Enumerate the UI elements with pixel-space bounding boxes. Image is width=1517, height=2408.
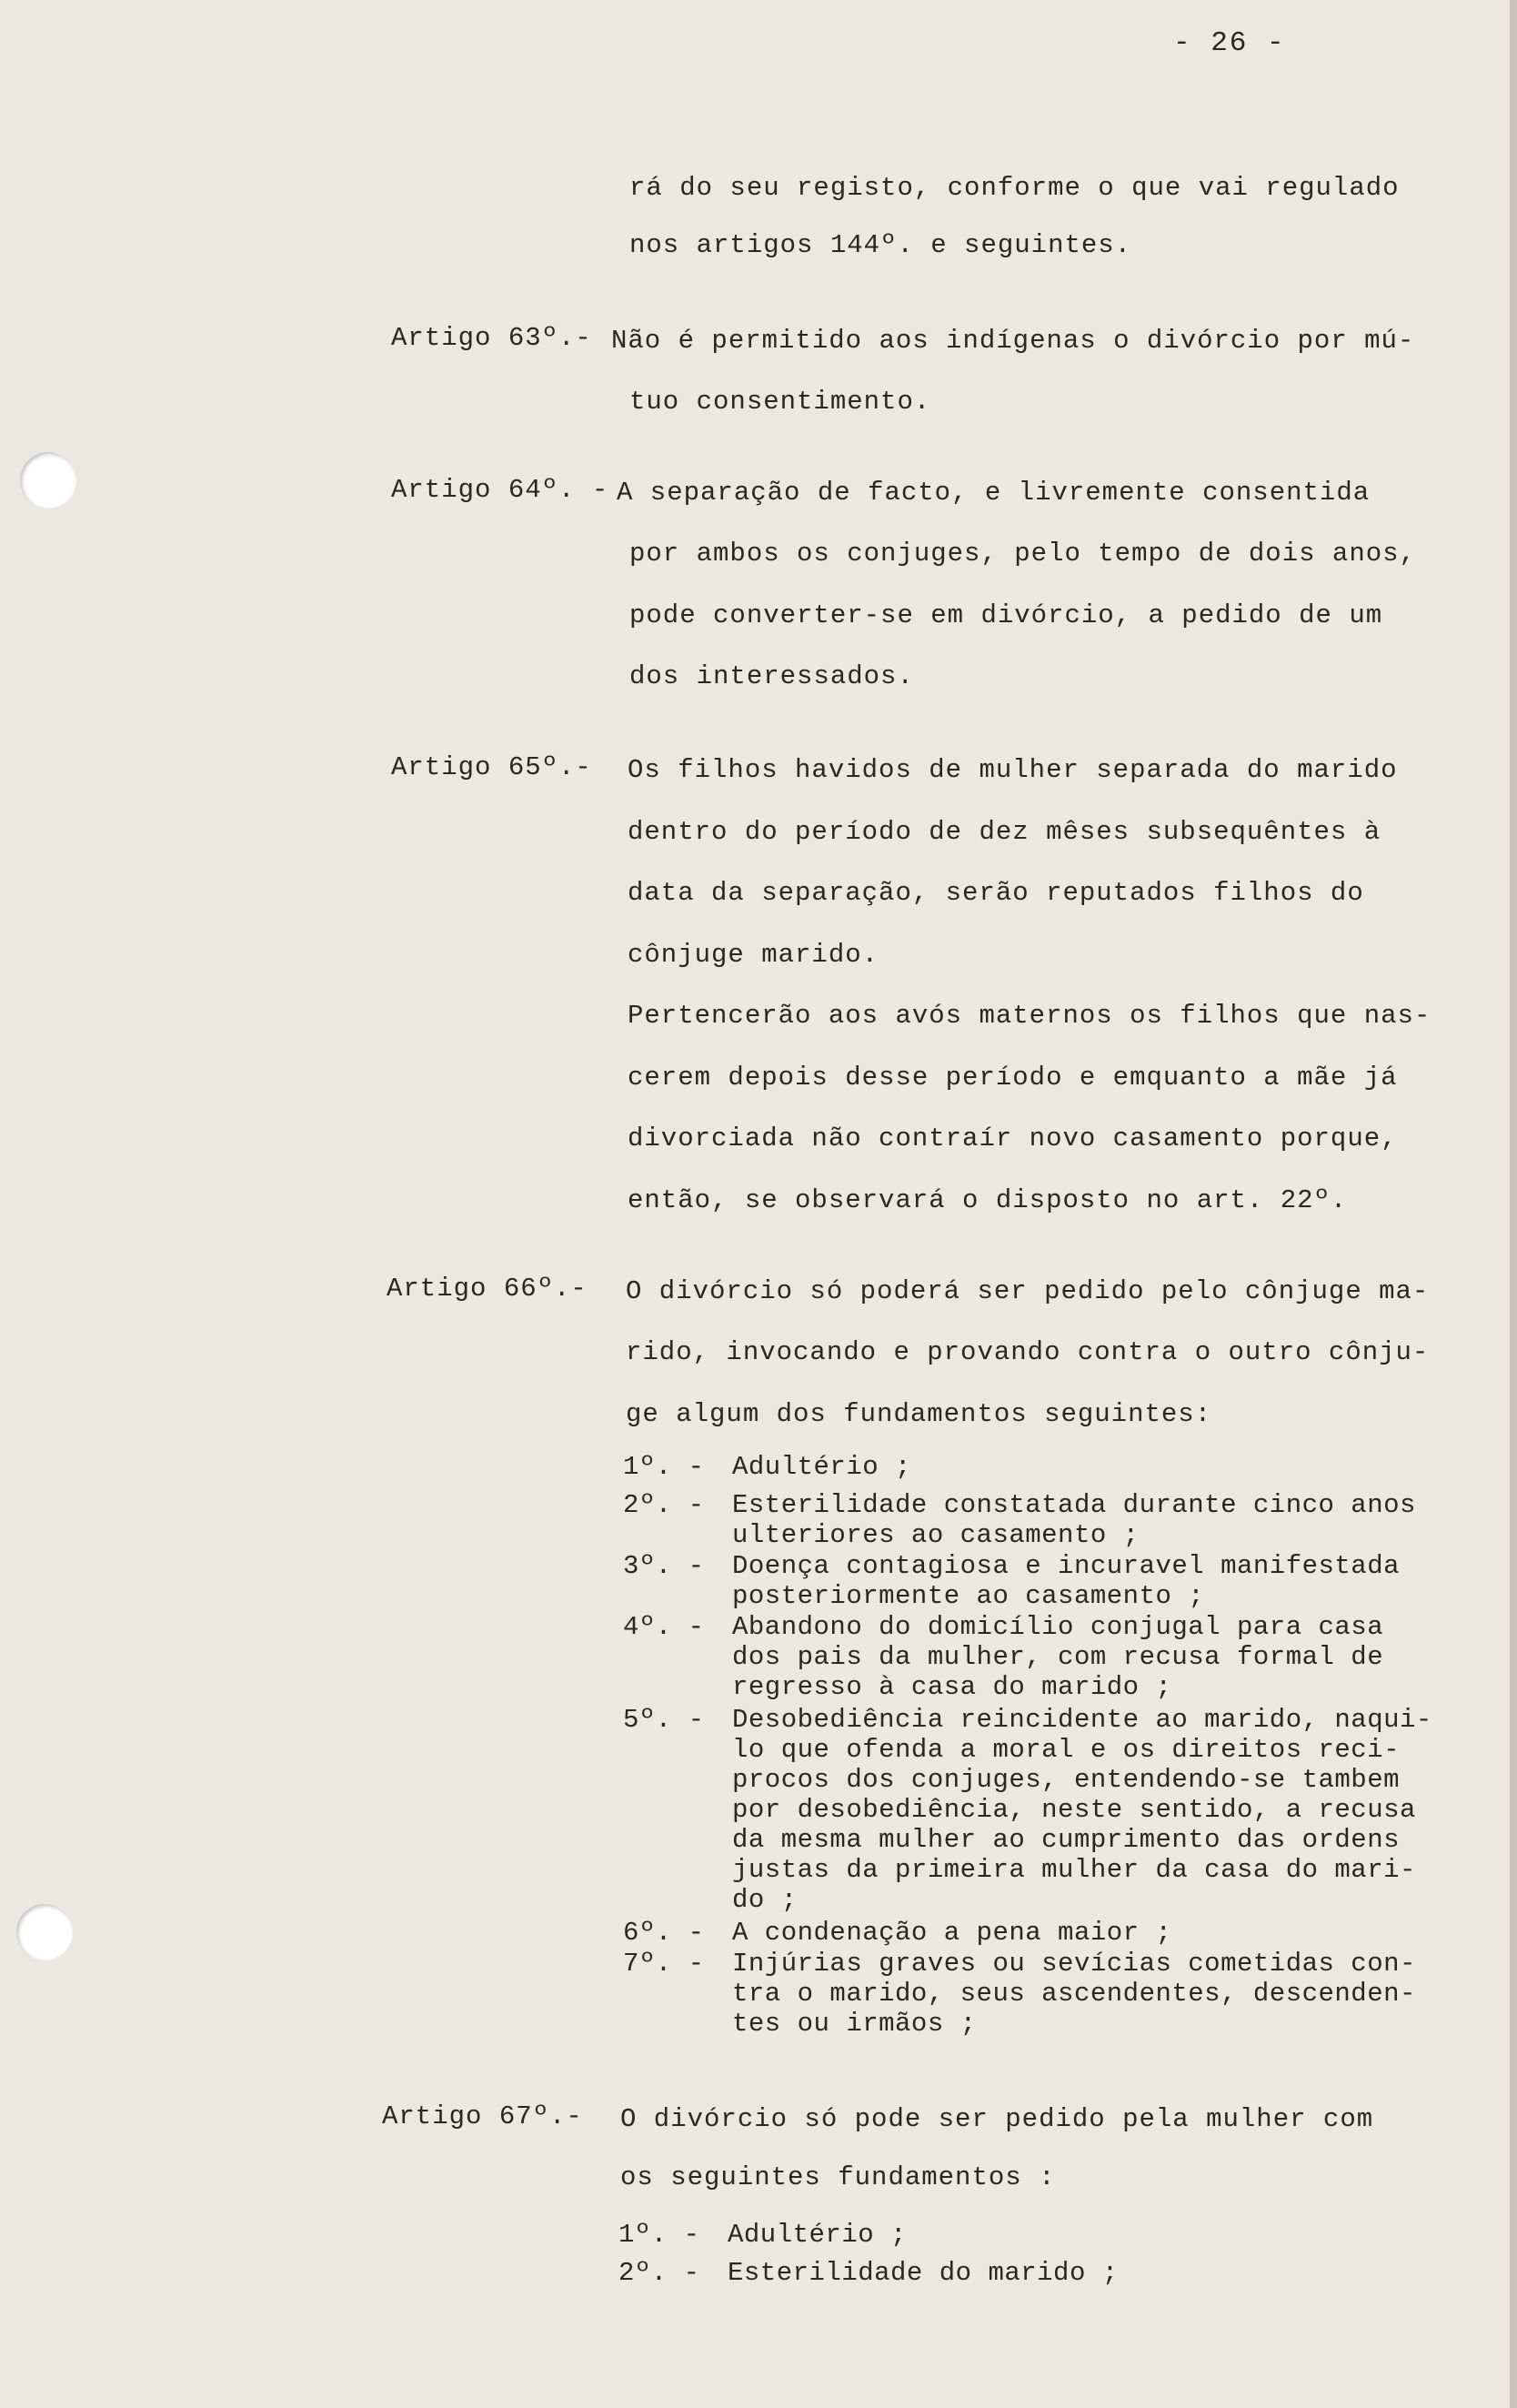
item-line: Injúrias graves ou sevícias cometidas con- xyxy=(732,1949,1416,1979)
text-line: cerem depois desse período e emquanto a mãe já xyxy=(628,1063,1398,1093)
item-line: Esterilidade constatada durante cinco anos xyxy=(732,1490,1416,1520)
text-line: pode converter-se em divórcio, a pedido de um xyxy=(629,600,1383,630)
item-line: A condenação a pena maior ; xyxy=(732,1918,1172,1948)
item-line: da mesma mulher ao cumprimento das ordens xyxy=(732,1825,1401,1855)
item-line: por desobediência, neste sentido, a recusa xyxy=(732,1795,1416,1825)
item-number: 7º. - xyxy=(623,1949,705,1979)
text-line: dentro do período de dez mêses subsequêntes à xyxy=(628,817,1381,847)
text-line: cônjuge marido. xyxy=(628,940,879,970)
page-number: - 26 - xyxy=(1173,27,1286,59)
item-line: tes ou irmãos ; xyxy=(732,2009,977,2039)
text-line: rido, invocando e provando contra o outro cônju- xyxy=(626,1337,1430,1367)
article-label: Artigo 67º.- xyxy=(382,2101,583,2131)
text-line: os seguintes fundamentos : xyxy=(620,2162,1056,2192)
item-number: 6º. - xyxy=(623,1918,705,1948)
article-label: Artigo 65º.- xyxy=(391,752,592,782)
text-line: rá do seu registo, conforme o que vai regulado xyxy=(629,173,1400,203)
text-line: dos interessados. xyxy=(629,661,914,691)
item-number: 1º. - xyxy=(623,1452,705,1482)
item-line: Adultério ; xyxy=(732,1452,911,1482)
item-line: regresso à casa do marido ; xyxy=(732,1672,1172,1702)
item-line: lo que ofenda a moral e os direitos reci- xyxy=(732,1735,1401,1765)
item-number: 2º. - xyxy=(623,1490,705,1520)
item-line: do ; xyxy=(732,1885,798,1915)
text-line: Pertencerão aos avós maternos os filhos que nas- xyxy=(628,1001,1432,1031)
article-label: Artigo 64º. - xyxy=(391,475,609,505)
punch-hole xyxy=(16,1904,73,1960)
article-label: Artigo 63º.- xyxy=(391,323,592,353)
item-number: 2º. - xyxy=(618,2258,700,2288)
item-line: justas da primeira mulher da casa do mari- xyxy=(732,1855,1416,1885)
text-line: então, se observará o disposto no art. 22º. xyxy=(628,1185,1348,1215)
item-line: ulteriores ao casamento ; xyxy=(732,1520,1140,1550)
text-line: tuo consentimento. xyxy=(629,387,931,417)
item-line: Esterilidade do marido ; xyxy=(728,2258,1119,2288)
item-number: 1º. - xyxy=(618,2220,700,2250)
text-line: por ambos os conjuges, pelo tempo de dois anos, xyxy=(629,539,1416,569)
punch-hole xyxy=(20,452,76,509)
item-line: Desobediência reincidente ao marido, naqui- xyxy=(732,1705,1432,1735)
text-line: Não é permitido aos indígenas o divórcio por mú- xyxy=(611,326,1415,356)
item-line: tra o marido, seus ascendentes, descenden- xyxy=(732,1979,1416,2009)
text-line: O divórcio só pode ser pedido pela mulher com xyxy=(620,2104,1374,2134)
text-line: O divórcio só poderá ser pedido pelo cônjuge ma- xyxy=(626,1276,1430,1306)
text-line: A separação de facto, e livremente consentida xyxy=(617,478,1371,508)
item-number: 3º. - xyxy=(623,1551,705,1581)
item-line: posteriormente ao casamento ; xyxy=(732,1581,1205,1611)
item-line: dos pais da mulher, com recusa formal de xyxy=(732,1642,1384,1672)
item-line: Doença contagiosa e incuravel manifestada xyxy=(732,1551,1401,1581)
item-number: 4º. - xyxy=(623,1612,705,1642)
item-line: Adultério ; xyxy=(728,2220,907,2250)
item-number: 5º. - xyxy=(623,1705,705,1735)
text-line: nos artigos 144º. e seguintes. xyxy=(629,230,1132,260)
text-line: data da separação, serão reputados filhos do xyxy=(628,878,1364,908)
item-line: Abandono do domicílio conjugal para casa xyxy=(732,1612,1384,1642)
text-line: divorciada não contraír novo casamento porque, xyxy=(628,1123,1398,1154)
text-line: Os filhos havidos de mulher separada do marido xyxy=(628,755,1398,785)
item-line: procos dos conjuges, entendendo-se tambem xyxy=(732,1765,1401,1795)
article-label: Artigo 66º.- xyxy=(387,1274,588,1304)
text-line: ge algum dos fundamentos seguintes: xyxy=(626,1399,1212,1429)
